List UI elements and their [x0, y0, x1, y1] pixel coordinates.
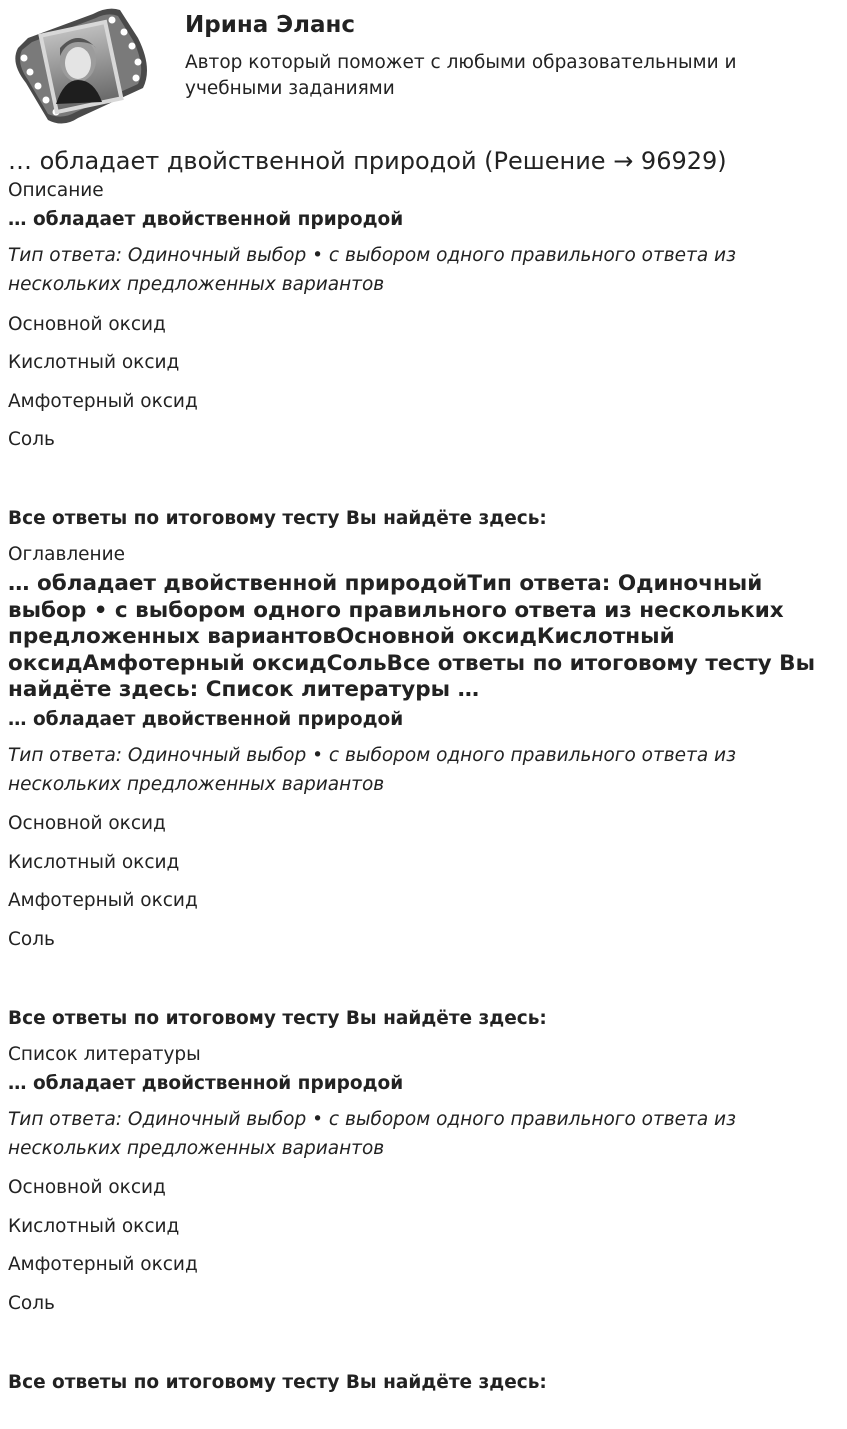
- answer-option: Кислотный оксид: [8, 851, 180, 873]
- answer-option: Соль: [8, 429, 55, 450]
- all-answers-note: Все ответы по итоговому тесту Вы найдёте здесь:: [8, 508, 547, 529]
- answer-option: Соль: [8, 928, 55, 950]
- author-header: [0, 0, 847, 135]
- description-label: Описание: [8, 180, 104, 201]
- page-title: … обладает двойственной природой (Решение → 96929): [8, 147, 727, 175]
- toc-text: … обладает двойственной природойТип ответа: Одиночный выбор • с выбором одного правильного ответа из нескольких предложенных вариантовОсновной оксидКислотный оксидАмфотерный оксидСольВсе ответы по итоговому тесту Вы найдёте здесь: Список литературы …: [8, 571, 816, 702]
- question-title: … обладает двойственной природой: [8, 1072, 404, 1094]
- toc-label: Оглавление: [8, 544, 126, 565]
- answer-option: Основной оксид: [8, 1177, 166, 1198]
- all-answers-note: Все ответы по итоговому тесту Вы найдёте здесь:: [8, 1007, 547, 1029]
- answer-option: Соль: [8, 1292, 55, 1314]
- author-avatar: [8, 8, 150, 126]
- main-content: [0, 145, 847, 1396]
- answer-option: Основной оксид: [8, 313, 166, 335]
- author-description: Автор который поможет с любыми образовательными и учебными заданиями: [185, 52, 737, 99]
- question-title: … обладает двойственной природой: [8, 708, 404, 730]
- answer-option: Основной оксид: [8, 813, 166, 834]
- answer-option: Амфотерный оксид: [8, 390, 198, 412]
- question-type: Тип ответа: Одиночный выбор • с выбором одного правильного ответа из нескольких предложенных вариантов: [8, 744, 736, 795]
- question-title: … обладает двойственной природой: [8, 209, 404, 230]
- answer-option: Кислотный оксид: [8, 1215, 180, 1237]
- answer-option: Амфотерный оксид: [8, 890, 198, 911]
- answer-option: Кислотный оксид: [8, 352, 180, 373]
- question-type: Тип ответа: Одиночный выбор • с выбором одного правильного ответа из нескольких предложенных вариантов: [8, 1108, 736, 1159]
- all-answers-note: Все ответы по итоговому тесту Вы найдёте здесь:: [8, 1371, 547, 1393]
- author-name: Ирина Эланс: [185, 12, 356, 38]
- question-type: Тип ответа: Одиночный выбор • с выбором одного правильного ответа из нескольких предложенных вариантов: [8, 245, 736, 295]
- answer-option: Амфотерный оксид: [8, 1254, 198, 1275]
- bibliography-label: Список литературы: [8, 1043, 201, 1065]
